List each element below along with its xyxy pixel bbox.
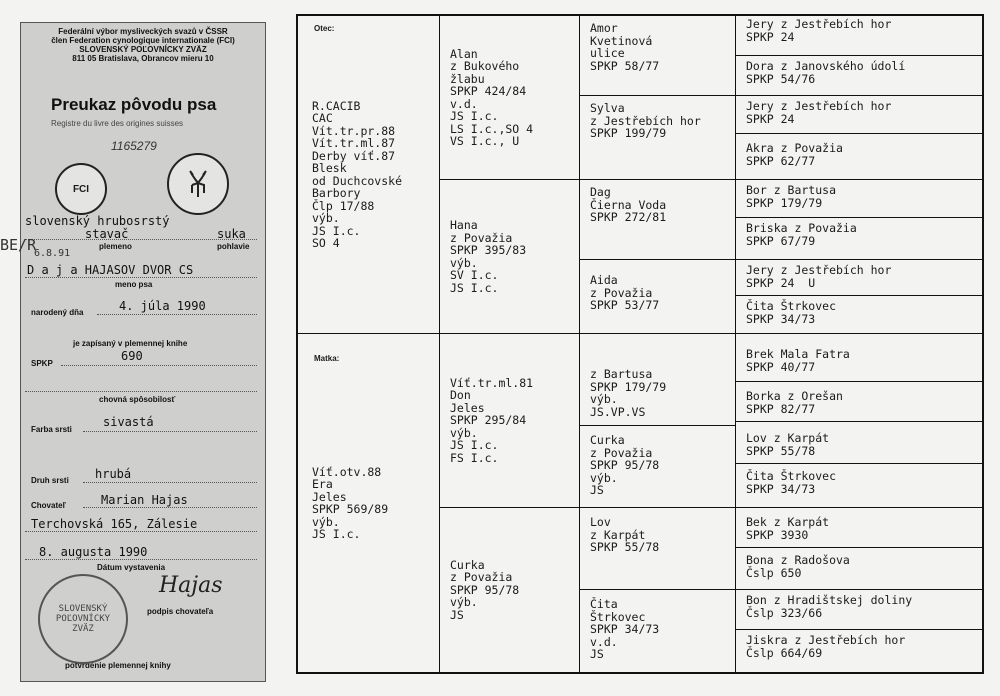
ancestor-text: Čita Štrkovec SPKP 34/73	[746, 469, 837, 496]
address-value: Terchovská 165, Zálesie	[31, 517, 198, 531]
ancestor-text: Čita Štrkovec SPKP 34/73	[746, 299, 837, 326]
dog-name-value: D a j a HAJASOV DVOR CS	[27, 263, 194, 277]
gen4-cell	[736, 464, 982, 508]
sire-label: Otec:	[314, 24, 335, 33]
side-mark: BE/R	[0, 236, 37, 254]
issued-line	[25, 559, 257, 560]
gen2-cell	[440, 180, 580, 334]
gen4-cell	[736, 630, 982, 672]
ancestor-text: Amor Kvetinová ulice SPKP 58/77	[590, 21, 660, 73]
ancestor-text: Aida z Považia SPKP 53/77	[590, 273, 660, 312]
ancestor-text: z Bartusa SPKP 179/79 výb. JS.VP.VS	[590, 367, 667, 419]
ancestor-text: Sylva z Jestřebích hor SPKP 199/79	[590, 101, 701, 140]
ancestor-text: Jery z Jestřebích hor SPKP 24	[746, 99, 892, 126]
gen3-cell	[580, 590, 736, 672]
header-line: SLOVENSKÝ POĽOVNÍCKY ZVÄZ	[79, 45, 207, 54]
ancestor-text: Lov z Karpát SPKP 55/78	[746, 431, 830, 458]
gen2-cell	[440, 334, 580, 508]
association-stamp	[38, 574, 128, 664]
side-date: 6.8.91	[34, 248, 71, 259]
document-subtitle: Registre du livre des origines suisses	[51, 119, 184, 128]
coat-label: Druh srsti	[31, 476, 69, 485]
breed-value-2: stavač	[85, 227, 129, 241]
gen4-cell	[736, 56, 982, 96]
ability-line	[25, 391, 257, 392]
sex-label: pohlavie	[217, 242, 250, 251]
document-title: Preukaz pôvodu psa	[51, 95, 217, 114]
gen4-cell	[736, 590, 982, 630]
ancestor-text: Akra z Považia SPKP 62/77	[746, 141, 843, 168]
breeder-label: Chovateľ	[31, 501, 66, 510]
ancestor-text: Bona z Radošova Čslp 650	[746, 553, 850, 580]
gen4-cell	[736, 260, 982, 296]
gen3-cell	[580, 16, 736, 96]
coat-value: hrubá	[95, 467, 132, 481]
ancestor-text: Hana z Považia SPKP 395/83 výb. SV I.c. JS I.c.	[450, 218, 527, 295]
gen3-cell	[580, 180, 736, 260]
ancestor-text: Jiskra z Jestřebích hor Čslp 664/69	[746, 633, 906, 660]
name-line	[25, 277, 257, 278]
dam-label: Matka:	[314, 354, 340, 363]
ancestor-text: Čita Štrkovec SPKP 34/73 v.d. JS	[590, 597, 660, 661]
breeder-line	[83, 507, 257, 508]
ancestor-text: Jery z Jestřebích hor SPKP 24 U	[746, 263, 892, 290]
gen3-cell	[580, 426, 736, 508]
born-value: 4. júla 1990	[119, 299, 206, 313]
spkp-label: SPKP	[31, 359, 53, 368]
issued-label: Dátum vystavenia	[97, 563, 166, 572]
header-line: člen Federation cynologique internationale (FCI)	[51, 36, 235, 45]
dam-cell	[298, 334, 440, 672]
gen3-cell	[580, 96, 736, 180]
breeder-signature: Hajas	[159, 573, 223, 598]
gen4-cell	[736, 508, 982, 548]
ancestor-text: Jery z Jestřebích hor SPKP 24	[746, 17, 892, 44]
issuer-header	[21, 23, 265, 63]
breeder-signature-label: podpis chovateľa	[147, 607, 214, 616]
ancestor-text: Bor z Bartusa SPKP 179/79	[746, 183, 837, 210]
sire-text: R.CACIB CAC Vít.tr.pr.88 Vít.tr.ml.87 Derby víť.87 Blesk od Duchcovské Barbory Člp 17/88 výb. JS I.c. SO 4	[312, 98, 403, 250]
name-label: meno psa	[115, 280, 153, 289]
ancestor-text: Bon z Hradištskej doliny Čslp 323/66	[746, 593, 913, 620]
fci-logo-text: FCI	[72, 183, 90, 195]
coat-line	[83, 482, 257, 483]
color-value: sivastá	[103, 415, 154, 429]
breeder-value: Marian Hajas	[101, 493, 188, 507]
dam-text: Víť.otv.88 Era Jeles SPKP 569/89 výb. JS I.c.	[312, 464, 389, 541]
born-label: narodený dňa	[31, 308, 84, 317]
gen4-cell	[736, 422, 982, 464]
ancestor-text: Curka z Považia SPKP 95/78 výb. JS	[590, 433, 660, 497]
fci-logo	[55, 163, 107, 215]
gen4-cell	[736, 548, 982, 590]
ancestor-text: Curka z Považia SPKP 95/78 výb. JS	[450, 557, 520, 622]
ancestor-text: Víť.tr.ml.81 Don Jeles SPKP 295/84 výb. JS I.c. FS I.c.	[450, 375, 534, 465]
deer-emblem-icon	[167, 153, 229, 215]
gen4-cell	[736, 96, 982, 134]
ability-label: chovná spôsobilosť	[99, 395, 176, 404]
color-label: Farba srsti	[31, 425, 72, 434]
gen2-cell	[440, 508, 580, 672]
ancestor-text: Dag Čierna Voda SPKP 272/81	[590, 185, 667, 224]
breed-value: slovenský hrubosrstý	[25, 214, 170, 228]
issued-value: 8. augusta 1990	[39, 545, 148, 559]
registered-label: je zapísaný v plemennej knihe	[73, 339, 188, 348]
header-line: Federální výbor mysliveckých svazů v ČSSR	[58, 27, 228, 36]
gen3-cell	[580, 334, 736, 426]
born-line	[97, 314, 257, 315]
ancestor-text: Dora z Janovského údolí SPKP 54/76	[746, 59, 906, 86]
gen4-cell	[736, 134, 982, 180]
spkp-line	[61, 365, 257, 366]
ancestor-text: Bek z Karpát SPKP 3930	[746, 515, 830, 542]
header-line: 811 05 Bratislava, Obrancov mieru 10	[72, 54, 214, 63]
pedigree-table	[296, 14, 984, 674]
registration-number: 1165279	[111, 139, 157, 153]
gen3-cell	[580, 508, 736, 590]
gen4-cell	[736, 16, 982, 56]
gen4-cell	[736, 218, 982, 260]
confirm-label: potvrdenie plemennej knihy	[65, 661, 171, 670]
breed-label: plemeno	[99, 242, 132, 251]
sex-value: suka	[217, 227, 246, 241]
gen3-cell	[580, 260, 736, 334]
spkp-value: 690	[121, 349, 143, 363]
ancestor-text: Lov z Karpát SPKP 55/78	[590, 515, 660, 554]
ancestor-text: Brek Mala Fatra SPKP 40/77	[746, 347, 850, 374]
breed-line	[25, 239, 257, 240]
address-line	[25, 531, 257, 532]
gen4-cell	[736, 180, 982, 218]
sire-cell	[298, 16, 440, 334]
gen4-cell	[736, 334, 982, 382]
ancestor-text: Borka z Orešan SPKP 82/77	[746, 389, 843, 416]
ancestor-text: Alan z Bukového žlabu SPKP 424/84 v.d. JS I.c. LS I.c.,SO 4 VS I.c., U	[450, 46, 534, 148]
gen4-cell	[736, 382, 982, 422]
gen2-cell	[440, 16, 580, 180]
ancestor-text: Briska z Považia SPKP 67/79	[746, 221, 857, 248]
stamp-text: SLOVENSKÝ POĽOVNÍCKY ZVÄZ	[55, 604, 111, 634]
gen4-cell	[736, 296, 982, 334]
color-line	[83, 431, 257, 432]
